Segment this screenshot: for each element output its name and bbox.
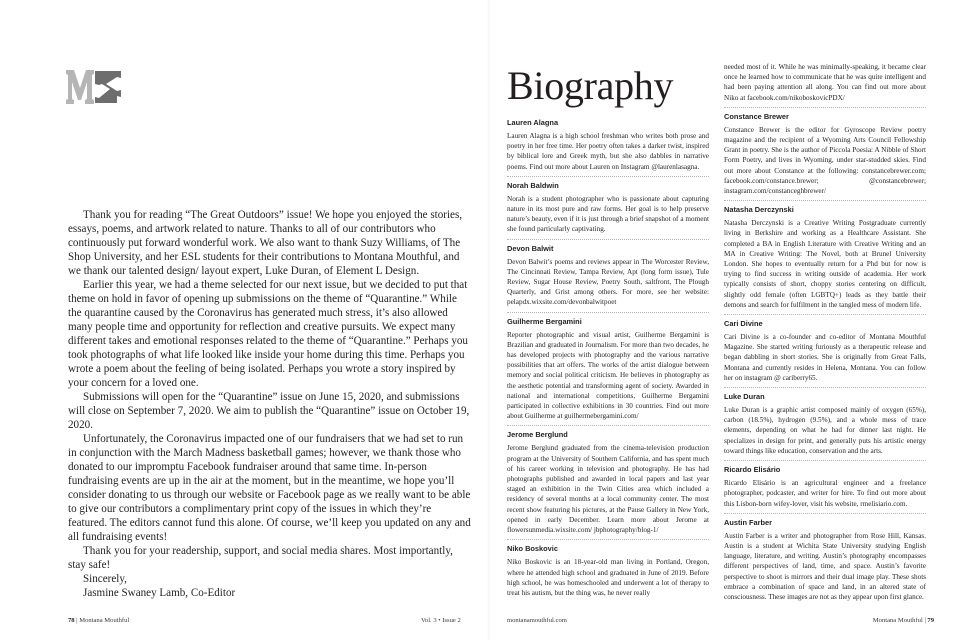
bio-entry (724, 319, 926, 388)
bio-entry (507, 544, 709, 602)
bio-name: Ricardo Elisário (724, 465, 781, 475)
bio-name: Norah Baldwin (507, 180, 559, 190)
bio-continuation: needed most of it. While he was minimally-speaking, it became clear once he learned how to communicate that he was quite intelligent and had been paying attention all along. You can find out more about Niko at facebook.com/nikoboskovicPDX/ (724, 62, 926, 108)
editor-letter (68, 208, 472, 600)
bio-name: Luke Duran (724, 392, 765, 402)
left-page-number: 78 (68, 617, 75, 624)
left-page-footer (68, 617, 129, 624)
bio-name: Constance Brewer (724, 111, 789, 121)
bio-name: Natasha Derczynski (724, 205, 794, 215)
right-publication-name: Montana Mouthful (872, 617, 923, 624)
bio-name: Jerome Berglund (507, 430, 568, 440)
bio-entry (724, 205, 926, 315)
right-page-number: 79 (927, 617, 934, 624)
bio-text: Luke Duran is a graphic artist composed mainly of oxygen (65%), carbon (18.5%), hydrogen (9.5%), and a whole mess of trace elements, depending on what he had for dinner last night. He specializes in design for print, and generally puts his artistic energy toward things like education, conservation and the arts. (724, 406, 926, 455)
bio-text: Natasha Derczynski is a Creative Writing Postgraduate currently living in Berkshire and working as a Healthcare Assistant. She completed a BA in English Literature with Creative Writing and an MA in Creative Writing: The Novel, both at Brunel University London. She hopes to eventually return for a Phd but for now is trying to find success in writing outside of academia. Her work typically consists of short, choppy stories centering on difficult, slightly odd female (often LGBTQ+) leads as they battle their demons and search for fulfilment in the tangled mess of modern life. (724, 219, 926, 309)
bio-name: Guilherme Bergamini (507, 316, 582, 326)
letter-signature: Jasmine Swaney Lamb, Co-Editor (83, 587, 236, 599)
bio-text: Devon Balwit’s poems and reviews appear in The Worcester Review, The Cincinnati Review, Tampa Review, Apt (long form issue), Tule Review, Sugar House Review, Poetry South, saltfront, The Plough Quarterly, and Grist among others. For more, see her website: pelapdx.wixsite.com/devonbalwitpoet (507, 257, 709, 307)
bio-entry (507, 317, 709, 427)
bio-text: Lauren Alagna is a high school freshman who writes both prose and poetry in her free time. Her poetry often takes a darker twist, inspired by biblical lore and Greek myth, but she also dabbles in narrative poems. Find out more about Lauren on Instagram @laurenlasagna. (507, 132, 709, 171)
issue-label: Vol. 3 • Issue 2 (421, 617, 461, 624)
footer-divider: | (76, 617, 80, 624)
bio-name: Devon Balwit (507, 243, 554, 253)
bio-name: Austin Farber (724, 517, 773, 527)
letter-closing: Sincerely, (83, 573, 127, 585)
left-publication-name: Montana Mouthful (79, 617, 130, 624)
website-label: montanamouthful.com (507, 617, 567, 624)
bio-entry (507, 430, 709, 540)
bio-entry (724, 465, 926, 514)
bio-text: Austin Farber is a writer and photographer from Rose Hill, Kansas. Austin is a student at Wichita State University studying English language, literature, and writing. Austin’s photography encompasses different perspectives of land, time, and space. Austin’s favorite perspective to shoot is mirrors and their dual image play. These shots embrace a combination of space and land, in an altered state of consciousness. These images are not as they appear upon first glance. (724, 531, 926, 601)
bio-entry (724, 518, 926, 606)
bio-entry (507, 244, 709, 313)
bio-text: Cari Divine is a co-founder and co-editor of Montana Mouthful Magazine. She started writing furiously as a therapeutic release and began dabbling in short stories. She is originally from Great Falls, Montana and currently resides in Helena, Montana. You can follow her on instagram @ cariberry65. (724, 333, 926, 382)
letter-paragraph: Thank you for your readership, support, and social media shares. Most importantly, stay safe! (68, 545, 453, 571)
bio-entry (724, 392, 926, 461)
letter-paragraph: Unfortunately, the Coronavirus impacted one of our fundraisers that we had set to run in conjunction with the March Madness basketball games; however, we thank those who donated to our impromptu Facebook fundraiser around that same time. In-person fundraising events are up in the air at the moment, but in the meantime, we hope you’ll consider donating to us through our website or Facebook page as we really want to be able to give our contributors a complimentary print copy of the issues in which they’re featured. The editors cannot fund this alone. Of course, we’ll keep you updated on any and all fundraising events! (68, 433, 471, 543)
bio-name: Niko Boskovic (507, 544, 558, 554)
biography-column-2 (724, 62, 926, 610)
letter-paragraph: Earlier this year, we had a theme selected for our next issue, but we decided to put that theme on hold in favor of opening up submissions on the theme of “Quarantine.” While the quarantine caused by the Coronavirus has generated much stress, it’s also allowed many people time and opportunity for reflection and creative pursuits. We expect many different takes and emotional responses related to the theme of “Quarantine.” Perhaps you took photographs of what life looked like inside your home during this time. Perhaps you wrote a poem about the feeling of being isolated. Perhaps you wrote a story inspired by your concern for a loved one. (68, 279, 468, 389)
montana-mouthful-logo-icon (64, 66, 124, 106)
bio-entry (724, 112, 926, 201)
bio-text: Ricardo Elisário is an agricultural engineer and a freelance photographer, podcaster, and writer for hire. To find out more about this Lisbon-born wifey-lover, visit his website, rmelisiario.com. (724, 479, 926, 508)
bio-text: Constance Brewer is the editor for Gyroscope Review poetry magazine and the recipient of a Wyoming Arts Council Fellowship Grant in poetry. She is the author of Piccola Poesia: A Nibble of Short Form Poetry, and lives in Wyoming, under star-studded skies. Find out more about Constance at the following: constancebrewer.com; facebook.com/constance.brewer; @constancebrewer; instagram.com/constanceghbrewer/ (724, 125, 926, 196)
bio-text: Reporter photographic and visual artist, Guilherme Bergamini is Brazilian and graduated in Journalism. For more than two decades, he has developed projects with photography and the various narrative possibilities that art offers. The works of the artist dialogue between memory and social political criticism. He believes in photography as the aesthetic potential and transforming agent of society. Awarded in national and international competitions, Guilherme Bergamini participated in collective exhibitions in 30 countries. Find out more about Guilherme at guilhermebergamini.com/ (507, 330, 709, 421)
bio-text: Norah is a student photographer who is passionate about capturing nature in its most pure and raw forms. Her goal is to help preserve nature’s beauty, even if it is just through a brief snapshot of a moment she found particularly captivating. (507, 194, 709, 234)
bio-text: Jerome Berglund graduated from the cinema-television production program at the University of Southern California, and has spent much of his career working in television and photography. He has had photographs published and awarded in local papers and last year staged an exhibition in the Twin Cities area which included a residency of several months at a local community center. The most recent show featuring his pictures, at the Pause Gallery in New York, opened in early December. Learn more about Jerome at flowersunmedia.wixsite.com/ jbphotography/blog-1/ (507, 444, 709, 535)
biography-title: Biography (507, 63, 674, 108)
bio-entry (507, 181, 709, 240)
footer-divider: | (924, 617, 928, 624)
bio-name: Lauren Alagna (507, 118, 559, 127)
right-page-footer (873, 617, 934, 624)
bio-text: Niko Boskovic is an 18-year-old man living in Portland, Oregon, where he attended high school and graduated in June of 2019. Before high school, he was homeschooled and underwent a lot of therapy to treat his autism, but the thing was, he never really (507, 558, 709, 597)
letter-paragraph: Submissions will open for the “Quarantine” issue on June 15, 2020, and submissions will close on September 7, 2020. We aim to publish the “Quarantine” issue on October 19, 2020. (68, 391, 470, 431)
biography-column-1 (507, 118, 709, 606)
bio-name: Cari Divine (724, 319, 763, 329)
bio-entry (507, 118, 709, 177)
letter-paragraph: Thank you for reading “The Great Outdoors” issue! We hope you enjoyed the stories, essays, poems, and artwork related to nature. Thanks to all of our contributors who continuously put forward wonderful work. We also want to thank Suzy Williams, of The Shop University, and her ESL students for their contributions to Montana Mouthful, and we thank our talented design/ layout expert, Luke Duran, of Element L Design. (68, 209, 463, 277)
